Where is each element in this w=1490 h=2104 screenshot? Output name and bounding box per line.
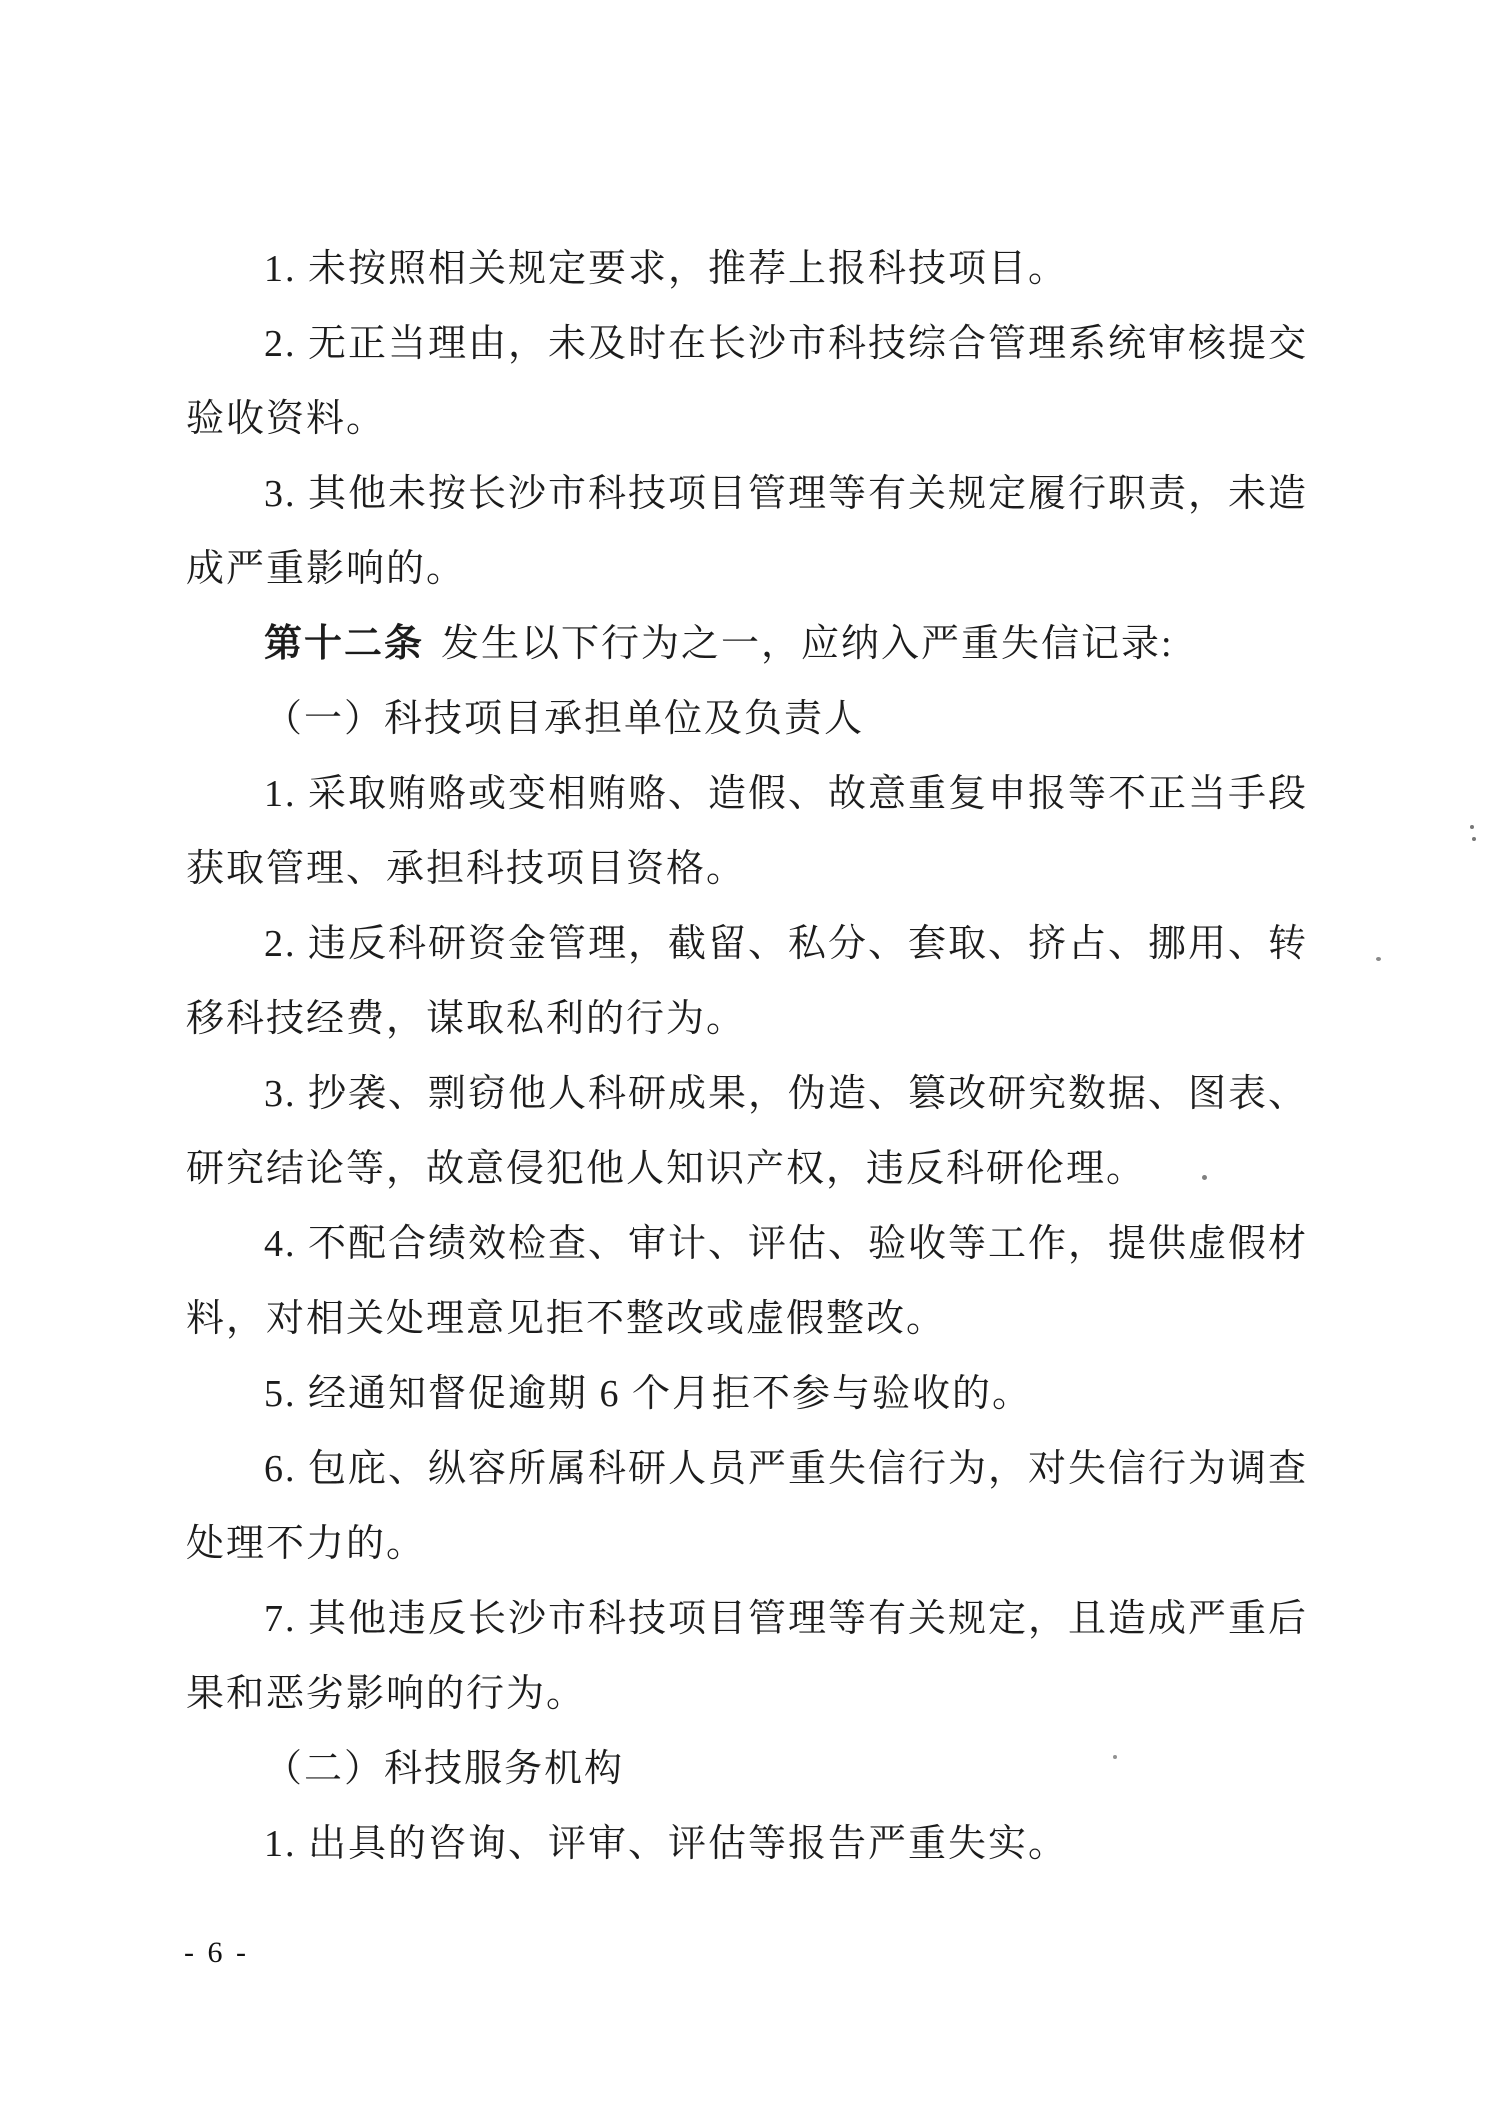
text-line: 4. 不配合绩效检查、审计、评估、验收等工作，提供虚假材 bbox=[264, 1223, 1309, 1265]
text-line: 1. 未按照相关规定要求，推荐上报科技项目。 bbox=[264, 248, 1069, 290]
scan-speck bbox=[1470, 825, 1474, 829]
text-line: 获取管理、承担科技项目资格。 bbox=[186, 848, 747, 890]
text-line: 移科技经费，谋取私利的行为。 bbox=[186, 998, 747, 1040]
text-line: 3. 其他未按长沙市科技项目管理等有关规定履行职责，未造 bbox=[264, 473, 1309, 515]
page-number: - 6 - bbox=[184, 1936, 249, 1969]
text-line: 2. 无正当理由，未及时在长沙市科技综合管理系统审核提交 bbox=[264, 323, 1309, 365]
text-line: 1. 采取贿赂或变相贿赂、造假、故意重复申报等不正当手段 bbox=[264, 773, 1309, 815]
text-line: 1. 出具的咨询、评审、评估等报告严重失实。 bbox=[264, 1823, 1069, 1865]
document-body bbox=[186, 232, 1309, 1882]
scan-speck bbox=[1113, 1755, 1117, 1759]
text-line: 3. 抄袭、剽窃他人科研成果，伪造、篡改研究数据、图表、 bbox=[264, 1073, 1309, 1115]
text-line: 处理不力的。 bbox=[186, 1523, 427, 1565]
scan-speck bbox=[1472, 837, 1476, 841]
text-line: 料，对相关处理意见拒不整改或虚假整改。 bbox=[186, 1298, 947, 1340]
article-heading-text: 发生以下行为之一，应纳入严重失信记录: bbox=[441, 623, 1174, 665]
text-line: 2. 违反科研资金管理，截留、私分、套取、挤占、挪用、转 bbox=[264, 923, 1309, 965]
scan-speck bbox=[1202, 1175, 1207, 1180]
text-line: 果和恶劣影响的行为。 bbox=[186, 1673, 587, 1715]
text-line: 5. 经通知督促逾期 6 个月拒不参与验收的。 bbox=[264, 1373, 1033, 1415]
text-line: 验收资料。 bbox=[186, 398, 387, 440]
text-line: 7. 其他违反长沙市科技项目管理等有关规定，且造成严重后 bbox=[264, 1598, 1309, 1640]
text-line: 6. 包庇、纵容所属科研人员严重失信行为，对失信行为调查 bbox=[264, 1448, 1309, 1490]
article-heading-line bbox=[186, 607, 1296, 682]
text-line: 成严重影响的。 bbox=[186, 548, 467, 590]
article-number: 第十二条 bbox=[264, 623, 425, 665]
text-line: （二）科技服务机构 bbox=[264, 1748, 625, 1790]
text-line: 研究结论等，故意侵犯他人知识产权，违反科研伦理。 bbox=[186, 1148, 1147, 1190]
text-line: （一）科技项目承担单位及负责人 bbox=[264, 698, 865, 740]
scan-speck bbox=[1376, 957, 1381, 961]
